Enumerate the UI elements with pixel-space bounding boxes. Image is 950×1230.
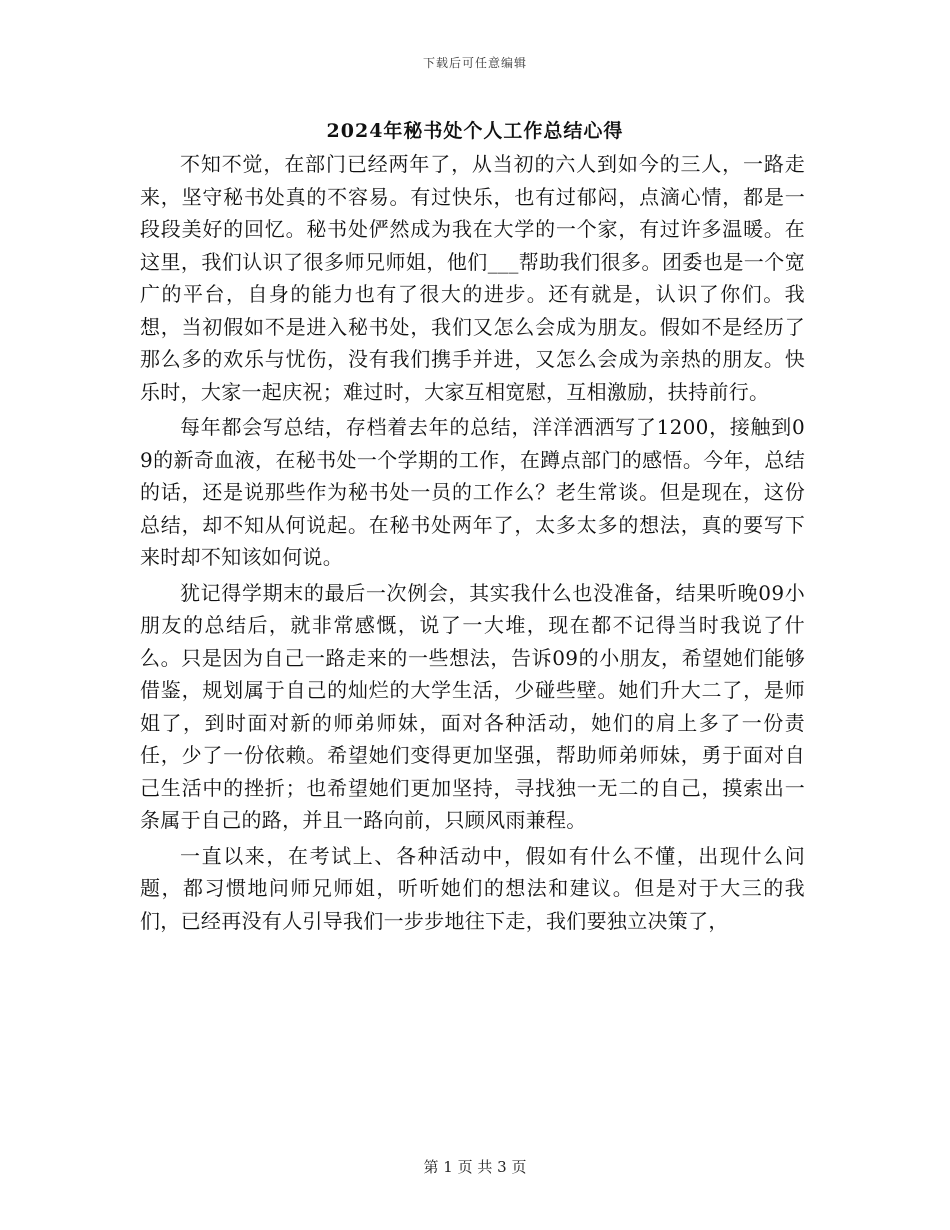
paragraph-3: 犹记得学期末的最后一次例会，其实我什么也没准备，结果听晚09小朋友的总结后，就非常感慨，说了一大堆，现在都不记得当时我说了什么。只是因为自己一路走来的一些想法，告诉09的小朋友，希望她们能够借鉴，规划属于自己的灿烂的大学生活，少碰些壁。她们升大二了，是师姐了，到时面对新的师弟师妹，面对各种活动，她们的肩上多了一份责任，少了一份依赖。希望她们变得更加坚强，帮助师弟师妹，勇于面对自己生活中的挫折；也希望她们更加坚持，寻找独一无二的自己，摸索出一条属于自己的路，并且一路向前，只顾风雨兼程。: [140, 580, 805, 832]
paragraph-1: 不知不觉，在部门已经两年了，从当初的六人到如今的三人，一路走来，坚守秘书处真的不容易。有过快乐，也有过郁闷，点滴心情，都是一段段美好的回忆。秘书处俨然成为我在大学的一个家，有过许多温暖。在这里，我们认识了很多师兄师姐，他们___帮助我们很多。团委也是一个宽广的平台，自身的能力也有了很大的进步。还有就是，认识了你们。我想，当初假如不是进入秘书处，我们又怎么会成为朋友。假如不是经历了那么多的欢乐与忧伤，没有我们携手并进，又怎么会成为亲热的朋友。快乐时，大家一起庆祝；难过时，大家互相宽慰，互相激励，扶持前行。: [140, 152, 805, 404]
document-title: 2024年秘书处个人工作总结心得: [326, 120, 624, 142]
header-note: 下载后可任意编辑: [422, 56, 527, 70]
paragraph-2: 每年都会写总结，存档着去年的总结，洋洋洒洒写了1200，接触到09的新奇血液，在秘书处一个学期的工作，在蹲点部门的感悟。今年，总结的话，还是说那些作为秘书处一员的工作么？老生常谈。但是现在，这份总结，却不知从何说起。在秘书处两年了，太多太多的想法，真的要写下来时却不知该如何说。: [140, 415, 805, 569]
paragraph-4: 一直以来，在考试上、各种活动中，假如有什么不懂，出现什么问题，都习惯地问师兄师姐，听听她们的想法和建议。但是对于大三的我们，已经再没有人引导我们一步步地往下走，我们要独立决策了，: [140, 843, 805, 933]
document-body: [140, 148, 805, 940]
page-number-footer: 第 1 页 共 3 页: [423, 1158, 527, 1176]
